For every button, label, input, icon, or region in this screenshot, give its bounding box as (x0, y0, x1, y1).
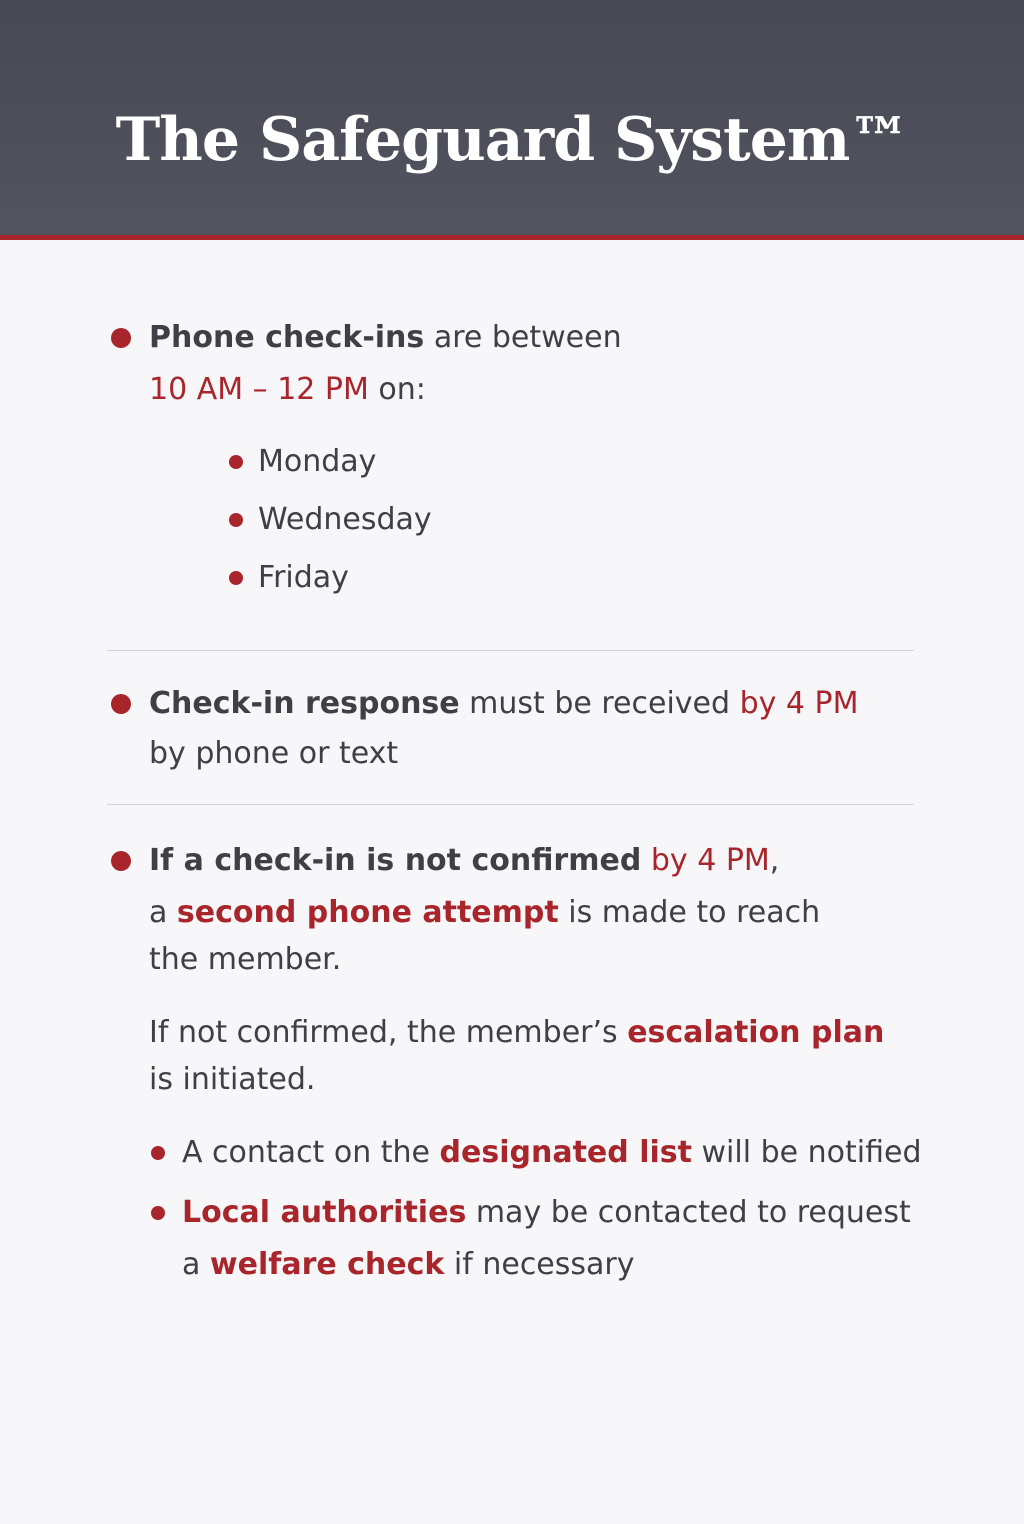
welfare-check-line (182, 1245, 635, 1285)
response-method-line: by phone or text (149, 736, 399, 771)
local-authorities-item (182, 1193, 911, 1233)
divider (107, 650, 914, 651)
comma: , (769, 843, 780, 878)
escalation-line (149, 1013, 884, 1053)
checkin-response-label: Check-in response (149, 686, 460, 721)
checkin-response-line (149, 684, 859, 724)
page-title: The Safeguard System™ (115, 105, 909, 175)
time-range: 10 AM – 12 PM (149, 372, 369, 407)
phone-checkins-label: Phone check-ins (149, 320, 425, 355)
member-line: the member. (149, 942, 342, 977)
item-suffix: if necessary (444, 1247, 635, 1282)
escalation-end-line: is initiated. (149, 1062, 316, 1097)
item-suffix: will be notified (691, 1135, 922, 1170)
bullet-icon (111, 851, 131, 871)
escalation-plan-highlight: escalation plan (627, 1015, 885, 1050)
designated-list-highlight: designated list (439, 1135, 692, 1170)
second-attempt-line (149, 893, 820, 933)
header-banner (0, 0, 1024, 240)
day-item: Monday (258, 444, 377, 479)
bullet-icon (229, 571, 243, 585)
not-confirmed-line (149, 841, 779, 881)
phone-checkins-line (149, 318, 622, 358)
second-attempt-suffix: is made to reach (558, 895, 821, 930)
second-attempt-prefix: a (149, 895, 177, 930)
welfare-check-highlight: welfare check (209, 1247, 445, 1282)
bullet-icon (111, 328, 131, 348)
bullet-icon (151, 1146, 165, 1160)
checkin-response-text: must be received (459, 686, 740, 721)
deadline-text: by 4 PM (650, 843, 770, 878)
designated-list-item (182, 1133, 921, 1173)
escalation-text: If not confirmed, the member’s (149, 1015, 628, 1050)
day-item: Friday (258, 560, 349, 595)
item-suffix: may be contacted to request (466, 1195, 911, 1230)
not-confirmed-label: If a check-in is not confirmed (149, 843, 642, 878)
time-range-line (149, 370, 426, 410)
item-prefix: a (182, 1247, 210, 1282)
second-attempt-highlight: second phone attempt (176, 895, 559, 930)
deadline-text: by 4 PM (739, 686, 859, 721)
bullet-icon (111, 694, 131, 714)
divider (107, 804, 914, 805)
bullet-icon (229, 455, 243, 469)
bullet-icon (229, 513, 243, 527)
day-item: Wednesday (258, 502, 432, 537)
phone-checkins-text: are between (424, 320, 622, 355)
local-authorities-highlight: Local authorities (182, 1195, 467, 1230)
time-range-suffix: on: (368, 372, 426, 407)
item-prefix: A contact on the (182, 1135, 440, 1170)
bullet-icon (151, 1206, 165, 1220)
